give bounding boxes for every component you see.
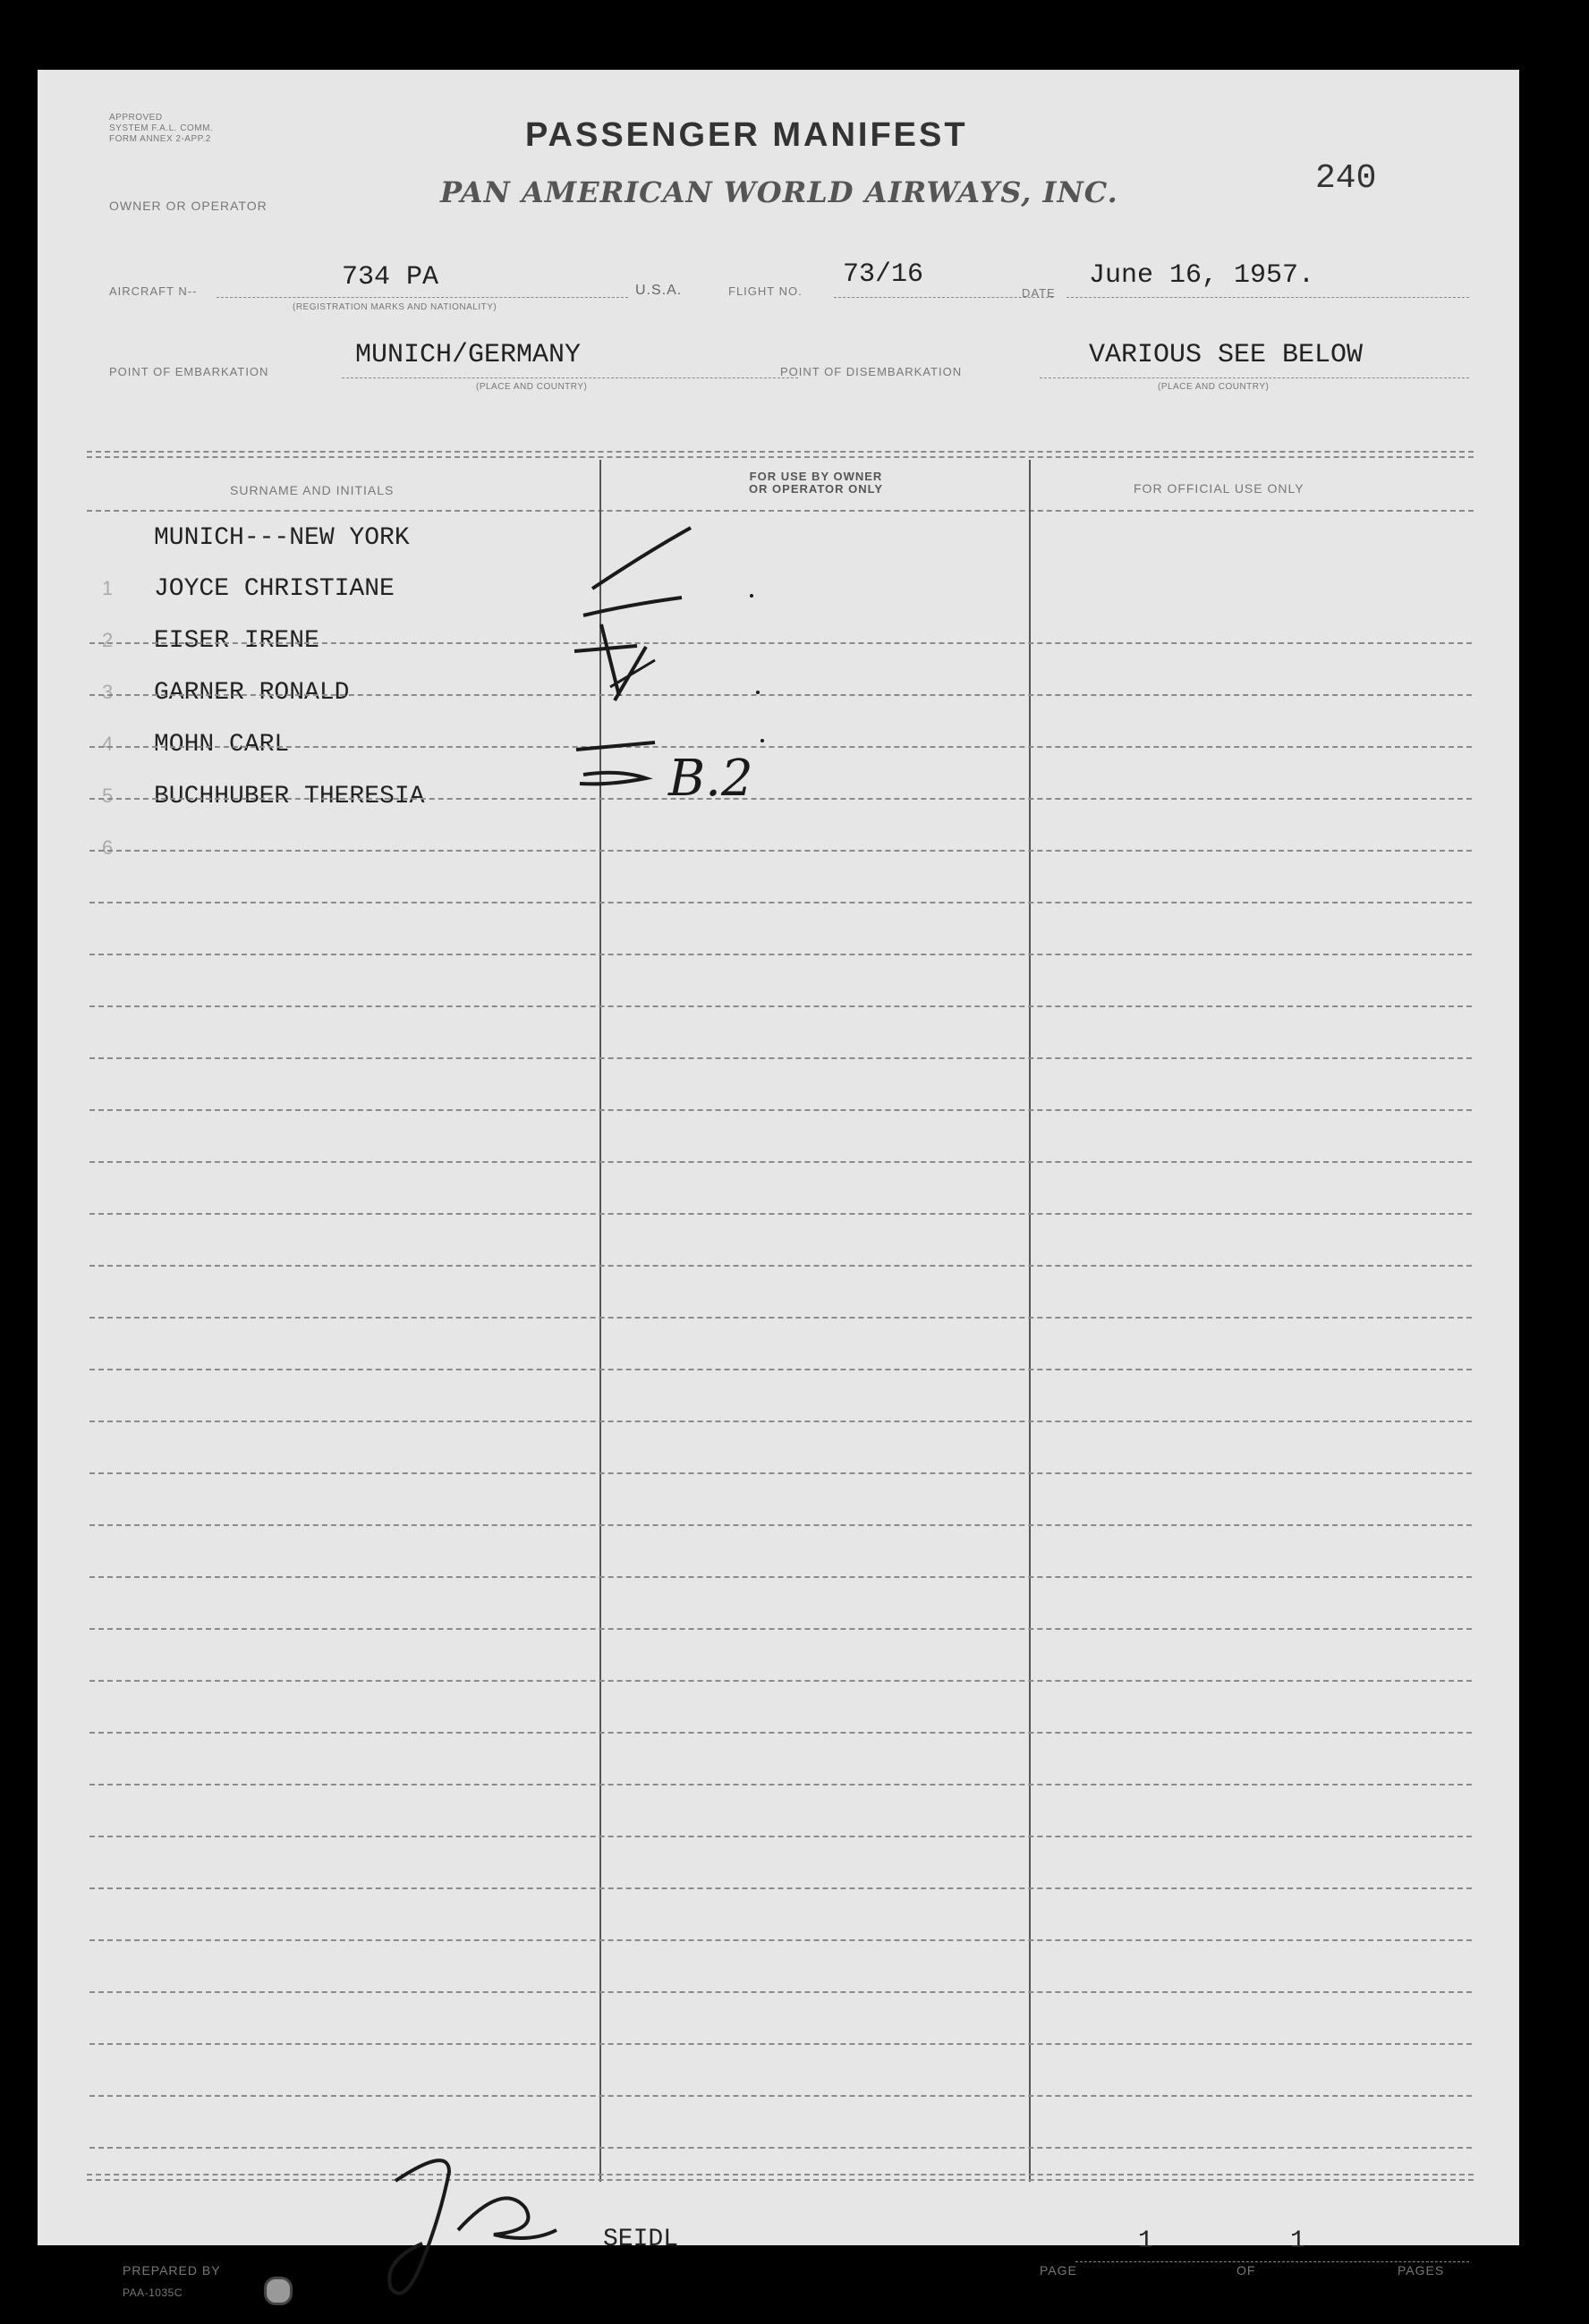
disembarkation-label: POINT OF DISEMBARKATION <box>780 365 963 378</box>
passenger-name: BUCHHUBER THERESIA <box>154 783 425 810</box>
row-number: 6 <box>102 836 114 859</box>
ruled-line <box>89 1732 1472 1734</box>
aircraft-label: AIRCRAFT N-- <box>109 284 198 298</box>
col-header-official: FOR OFFICIAL USE ONLY <box>1134 481 1304 496</box>
col-header-surname: SURNAME AND INITIALS <box>230 483 395 497</box>
disembarkation-value: VARIOUS SEE BELOW <box>1089 340 1364 370</box>
embarkation-label: POINT OF EMBARKATION <box>109 365 269 378</box>
ruled-line <box>89 1472 1472 1474</box>
ruled-line <box>89 1524 1472 1526</box>
passenger-name: MOHN CARL <box>154 731 290 759</box>
ruled-line <box>89 1628 1472 1630</box>
col-header-owner-use-line: OR OPERATOR ONLY <box>748 482 884 496</box>
date-underline <box>1066 297 1469 298</box>
row-number: 1 <box>102 577 114 599</box>
airline-name: PAN AMERICAN WORLD AIRWAYS, INC. <box>440 175 1118 209</box>
approval-line: FORM ANNEX 2-APP.2 <box>109 134 211 144</box>
embarkation-value: MUNICH/GERMANY <box>355 340 582 370</box>
page-label: PAGE <box>1040 2263 1077 2277</box>
registration-caption: (REGISTRATION MARKS AND NATIONALITY) <box>293 302 497 312</box>
ruled-line <box>89 1317 1472 1319</box>
row-number: 4 <box>102 733 114 755</box>
ruled-line <box>89 1109 1472 1111</box>
ruled-line <box>89 1784 1472 1785</box>
usa-label: U.S.A. <box>635 283 683 298</box>
disembarkation-caption: (PLACE AND COUNTRY) <box>1158 382 1270 392</box>
union-label-icon <box>264 2277 293 2305</box>
ruled-line <box>89 954 1472 955</box>
ruled-line <box>89 1887 1472 1889</box>
flight-value: 73/16 <box>843 259 924 290</box>
ruled-line <box>89 2095 1472 2097</box>
ruled-line <box>89 1576 1472 1578</box>
date-label: DATE <box>1022 286 1056 300</box>
ruled-line <box>89 1680 1472 1682</box>
preparer-name: SEIDL <box>603 2226 679 2253</box>
column-divider <box>1029 460 1031 2182</box>
flight-underline <box>834 297 1053 298</box>
embarkation-caption: (PLACE AND COUNTRY) <box>476 382 588 392</box>
table-bottom-border <box>87 2174 1474 2176</box>
prepared-by-label: PREPARED BY <box>123 2263 221 2277</box>
manifest-page <box>38 70 1519 2299</box>
embarkation-underline <box>342 377 798 378</box>
owner-operator-label: OWNER OR OPERATOR <box>109 199 268 213</box>
ruled-line <box>89 1213 1472 1215</box>
col-header-owner-use <box>727 471 905 496</box>
approval-line: APPROVED <box>109 113 163 123</box>
table-bottom-border <box>87 2179 1474 2181</box>
aircraft-underline <box>217 297 628 298</box>
passenger-name: EISER IRENE <box>154 627 319 655</box>
aircraft-value: 734 PA <box>342 262 439 293</box>
row-number: 5 <box>102 785 114 807</box>
header-bottom-border <box>87 510 1474 512</box>
page-underline <box>1075 2261 1469 2262</box>
of-value: 1 <box>1290 2227 1305 2255</box>
ruled-line <box>89 1161 1472 1163</box>
passenger-name: GARNER RONALD <box>154 679 350 707</box>
ruled-line <box>89 1265 1472 1267</box>
ruled-line <box>89 1991 1472 1993</box>
pages-label: PAGES <box>1398 2263 1445 2277</box>
approval-stamp <box>109 113 213 145</box>
approval-line: SYSTEM F.A.L. COMM. <box>109 123 214 133</box>
table-top-border <box>87 456 1474 458</box>
page-number-stamp: 240 <box>1315 159 1377 198</box>
ruled-line <box>89 902 1472 903</box>
row-number: 3 <box>102 681 114 703</box>
passenger-name: JOYCE CHRISTIANE <box>154 575 395 603</box>
handwritten-b2-annotation: B.2 <box>668 750 753 808</box>
ruled-line <box>89 1421 1472 1422</box>
ruled-line <box>89 1836 1472 1837</box>
ruled-line <box>89 1057 1472 1059</box>
flight-label: FLIGHT NO. <box>728 284 803 298</box>
ruled-line <box>89 1939 1472 1941</box>
row-number: 2 <box>102 629 114 651</box>
ruled-line <box>89 2043 1472 2045</box>
of-label: OF <box>1236 2263 1256 2277</box>
table-top-border <box>87 451 1474 453</box>
route-line: MUNICH---NEW YORK <box>154 524 410 552</box>
date-value: June 16, 1957. <box>1089 260 1315 291</box>
page-value: 1 <box>1138 2227 1153 2255</box>
preparer-signature <box>369 2145 592 2324</box>
ruled-line <box>89 2147 1472 2149</box>
form-code: PAA-1035C <box>123 2286 183 2299</box>
document-title: PASSENGER MANIFEST <box>525 116 968 154</box>
ruled-line <box>89 1005 1472 1007</box>
ruled-line <box>89 850 1472 852</box>
ruled-line <box>89 1369 1472 1370</box>
disembarkation-underline <box>1040 377 1469 378</box>
col-header-owner-use-line: FOR USE BY OWNER <box>749 470 883 483</box>
